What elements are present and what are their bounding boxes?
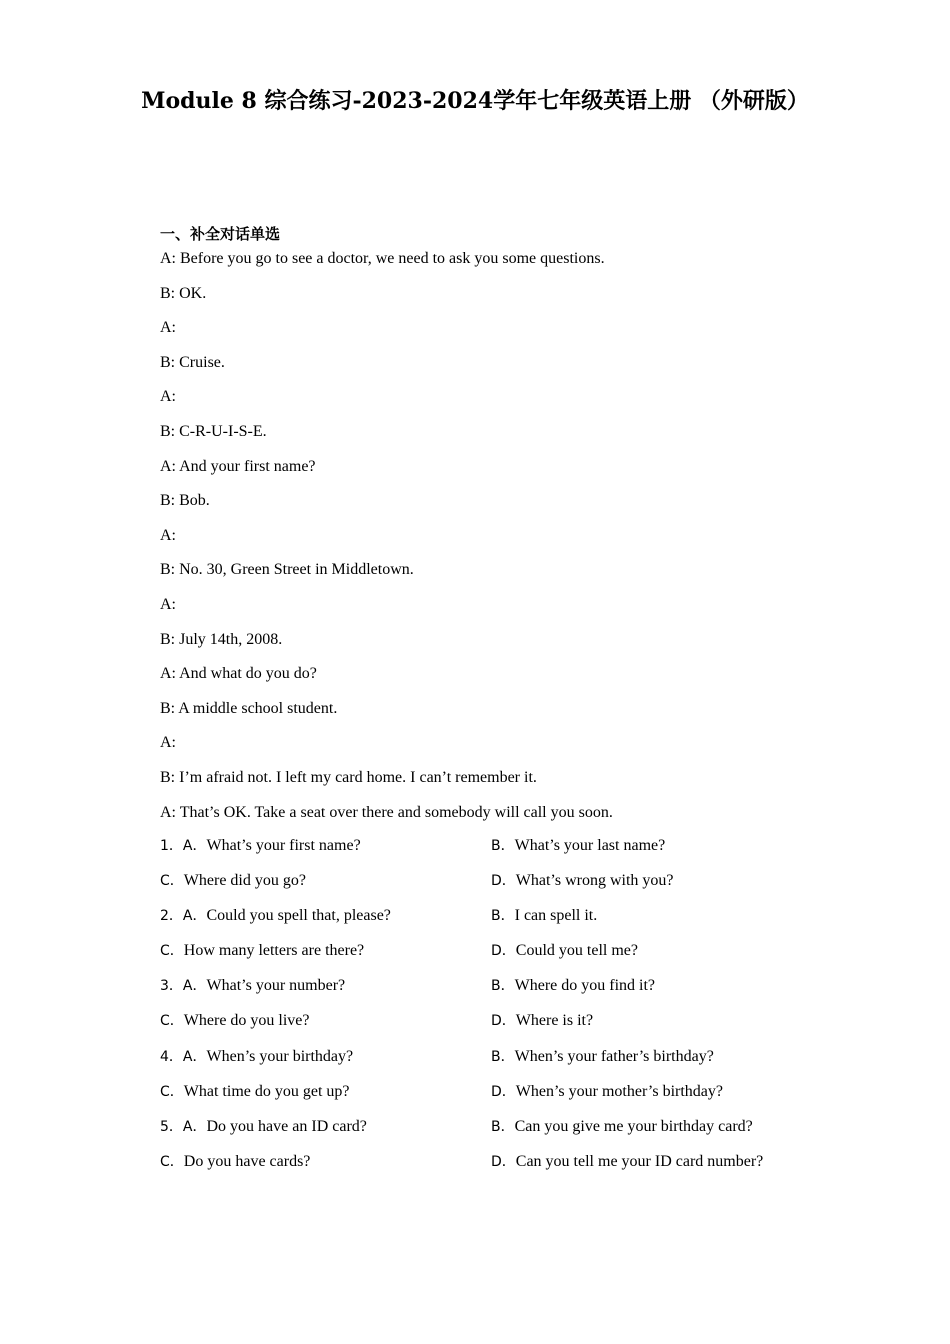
option-letter: A．	[182, 978, 207, 995]
question-1-row-ab	[160, 836, 840, 871]
option-text: What time do you get up?	[183, 1082, 350, 1100]
option-text: Could you spell that, please?	[206, 907, 391, 925]
dialogue-line: B: Bob.	[160, 492, 210, 510]
question-5-row-ab	[160, 1117, 840, 1152]
page-title: Module 8 综合练习-2023-2024学年七年级英语上册 （外研版）	[141, 88, 809, 114]
question-4-option-b[interactable]	[491, 1047, 714, 1067]
question-2-row-ab	[160, 906, 840, 941]
option-text: What’s your number?	[206, 977, 346, 995]
question-1-option-d[interactable]	[491, 871, 674, 891]
dialogue-line: B: I’m afraid not. I left my card home. I can’t remember it.	[160, 768, 537, 786]
question-number: 5．	[160, 1118, 183, 1135]
option-letter: C．	[160, 1153, 184, 1170]
option-letter: B．	[491, 908, 515, 925]
question-list	[160, 836, 840, 1187]
option-letter: A．	[182, 1048, 207, 1065]
question-3-option-d[interactable]	[491, 1011, 593, 1031]
question-3-option-c[interactable]	[160, 1011, 310, 1031]
option-text: Do you have cards?	[183, 1152, 311, 1170]
option-text: Can you tell me your ID card number?	[515, 1152, 764, 1170]
question-2-option-c[interactable]	[160, 941, 364, 961]
question-3-option-b[interactable]	[491, 976, 655, 996]
option-text: Can you give me your birthday card?	[514, 1117, 753, 1135]
option-letter: D．	[491, 873, 516, 890]
dialogue-line: B: OK.	[160, 284, 207, 302]
option-letter: D．	[491, 1153, 516, 1170]
question-number: 4．	[160, 1048, 183, 1065]
option-letter: A．	[182, 838, 207, 854]
question-4-option-d[interactable]	[491, 1082, 723, 1102]
question-5-option-b[interactable]	[491, 1117, 753, 1137]
question-2-row-cd	[160, 941, 840, 976]
question-1-option-b[interactable]	[491, 836, 665, 856]
question-2-option-a[interactable]	[160, 906, 391, 926]
question-5-option-c[interactable]	[160, 1152, 310, 1172]
question-5-option-d[interactable]	[491, 1152, 763, 1172]
dialogue-line: A: That’s OK. Take a seat over there and somebody will call you soon.	[160, 803, 613, 821]
option-letter: D．	[491, 943, 516, 960]
question-3-option-a[interactable]	[160, 976, 345, 996]
question-2-option-d[interactable]	[491, 941, 638, 961]
question-5-option-a[interactable]	[160, 1117, 367, 1137]
option-letter: A．	[182, 908, 207, 925]
option-text: Where do you live?	[183, 1012, 310, 1030]
option-letter: D．	[491, 1083, 516, 1100]
option-letter: B．	[491, 1048, 515, 1065]
dialogue-line: B: July 14th, 2008.	[160, 630, 283, 648]
option-text: How many letters are there?	[183, 942, 365, 960]
dialogue-line: A:	[160, 734, 176, 752]
question-3-row-cd	[160, 1011, 840, 1046]
option-letter: D．	[491, 1013, 516, 1030]
option-text: What’s your first name?	[206, 837, 361, 854]
option-letter: C．	[160, 1083, 184, 1100]
option-text: I can spell it.	[514, 907, 598, 925]
option-text: What’s wrong with you?	[515, 872, 674, 890]
question-number: 3．	[160, 978, 183, 995]
dialogue-line: A:	[160, 319, 176, 337]
question-number: 1．	[160, 838, 183, 854]
dialogue-line: A:	[160, 595, 176, 613]
question-4-row-cd	[160, 1082, 840, 1117]
dialogue-line: A: And your first name?	[160, 457, 316, 475]
question-number: 2．	[160, 908, 183, 925]
option-letter: B．	[491, 978, 515, 995]
question-3-row-ab	[160, 976, 840, 1011]
option-letter: C．	[160, 1013, 184, 1030]
dialogue-line: B: A middle school student.	[160, 699, 338, 717]
dialogue-line: A:	[160, 388, 176, 406]
question-1-option-c[interactable]	[160, 871, 306, 891]
dialogue-line: B: C-R-U-I-S-E.	[160, 422, 267, 440]
option-letter: B．	[491, 1118, 515, 1135]
dialogue-line: A: And what do you do?	[160, 665, 317, 683]
option-text: When’s your birthday?	[206, 1047, 354, 1065]
dialogue-line: B: Cruise.	[160, 353, 225, 371]
option-text: Where do you find it?	[514, 977, 656, 995]
question-4-option-c[interactable]	[160, 1082, 350, 1102]
question-1-row-cd	[160, 871, 840, 906]
question-2-option-b[interactable]	[491, 906, 597, 926]
option-text: Where did you go?	[183, 872, 306, 890]
dialogue	[160, 249, 840, 837]
option-letter: A．	[182, 1118, 207, 1135]
dialogue-line: A:	[160, 526, 176, 544]
question-4-row-ab	[160, 1047, 840, 1082]
dialogue-line: B: No. 30, Green Street in Middletown.	[160, 561, 414, 579]
section-heading: 一、补全对话单选	[160, 225, 281, 243]
option-text: Could you tell me?	[515, 942, 638, 960]
option-letter: C．	[160, 943, 184, 960]
option-letter: C．	[160, 873, 184, 890]
question-4-option-a[interactable]	[160, 1047, 353, 1067]
question-1-option-a[interactable]	[160, 836, 361, 856]
option-text: When’s your mother’s birthday?	[515, 1082, 723, 1100]
option-text: Where is it?	[515, 1012, 594, 1030]
dialogue-line: A: Before you go to see a doctor, we need to ask you some questions.	[160, 250, 605, 267]
option-text: When’s your father’s birthday?	[514, 1047, 714, 1065]
option-text: Do you have an ID card?	[206, 1117, 367, 1135]
question-5-row-cd	[160, 1152, 840, 1187]
option-text: What’s your last name?	[514, 837, 666, 854]
option-letter: B．	[491, 838, 515, 854]
